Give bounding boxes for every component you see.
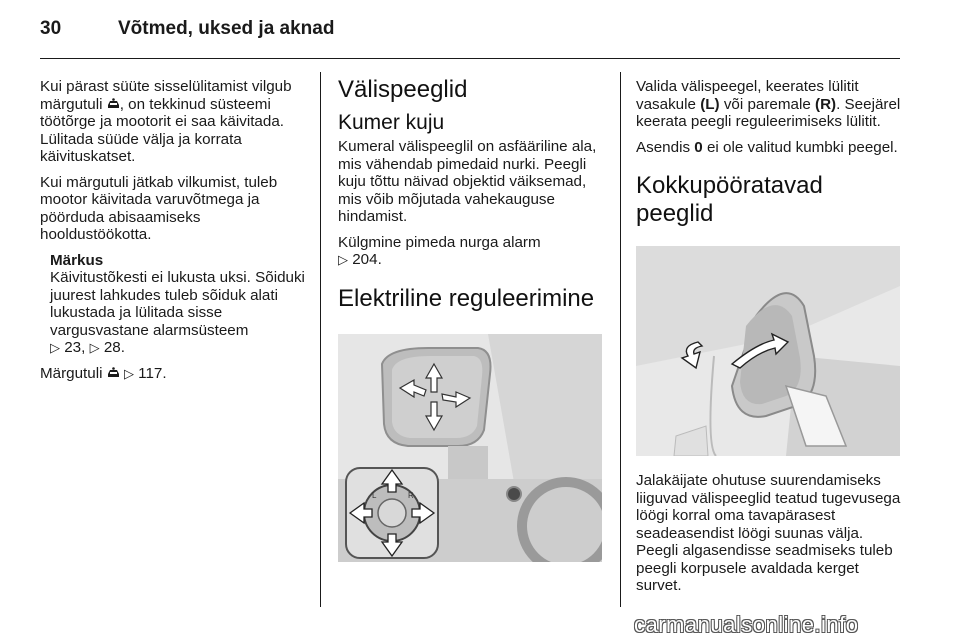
paragraph-blind-spot: Külgmine pimeda nurga alarm ▷ 204. bbox=[338, 233, 541, 268]
switch-label-r: R bbox=[408, 491, 414, 500]
column-divider-1 bbox=[320, 72, 321, 607]
paragraph-indicator-ref: Märgutuli ▷ 117. bbox=[40, 364, 167, 382]
section-title-folding-mirrors: Kokkupööratavad peeglid bbox=[636, 172, 823, 227]
column-2 bbox=[338, 76, 608, 319]
paragraph-position-zero: Asendis 0 ei ole valitud kumbki peegel. bbox=[636, 138, 898, 156]
folding-mirror-illustration bbox=[636, 246, 900, 456]
indicator-ref-link[interactable]: 117. bbox=[138, 364, 167, 382]
paragraph-convex-mirror: Kumeral välispeeglil on asfääriline ala, mis vähendab pimedaid nurki. Peegli kuju tõttu näivad objektid väiksemad, mis võib mõjutada vahekauguse hindamist. bbox=[338, 138, 597, 225]
note-ref-link-2[interactable]: 28. bbox=[103, 339, 125, 356]
cross-ref-arrow-icon: ▷ bbox=[338, 252, 348, 267]
column-3 bbox=[636, 78, 906, 234]
section-title-exterior-mirrors: Välispeeglid bbox=[338, 76, 468, 103]
note-text: Käivitustõkesti ei lukusta uksi. Sõiduki juurest lahkudes tuleb sõiduk alati lukustada ja lülitada sisse vargusvastane alarmsüsteem ▷ 23, ▷ 28. bbox=[50, 269, 305, 356]
mirror-switch-diagram bbox=[338, 334, 602, 562]
column-1 bbox=[40, 78, 310, 390]
column-divider-2 bbox=[620, 72, 621, 607]
blind-spot-ref-link[interactable]: 204. bbox=[352, 251, 382, 268]
cross-ref-arrow-icon: ▷ bbox=[123, 365, 134, 381]
immobiliser-car-key-icon bbox=[107, 367, 120, 379]
cross-ref-arrow-icon: ▷ bbox=[50, 340, 60, 355]
chapter-title: Võtmed, uksed ja aknad bbox=[118, 18, 335, 39]
section-title-electric-adjustment: Elektriline reguleerimine bbox=[338, 284, 595, 312]
paragraph-workshop: Kui märgutuli jätkab vilkumist, tuleb mootor käivitada varuvõtmega ja pöörduda abisaamiseks hooldustöökotta. bbox=[40, 173, 278, 243]
watermark-text: carmanualsonline.info bbox=[634, 612, 859, 637]
note-box bbox=[40, 252, 310, 357]
mirror-adjustment-illustration bbox=[338, 334, 602, 562]
cross-ref-arrow-icon: ▷ bbox=[89, 340, 100, 355]
switch-label-l: L bbox=[372, 491, 377, 500]
page-number: 30 bbox=[40, 18, 62, 39]
note-ref-link-1[interactable]: 23 bbox=[64, 339, 82, 356]
immobiliser-car-key-icon bbox=[107, 98, 120, 110]
note-title: Märkus bbox=[50, 251, 104, 269]
subsection-title-convex-shape: Kumer kuju bbox=[338, 111, 445, 134]
paragraph-select-mirror: Valida välispeegel, keerates lülitit vasakule (L) või paremale (R). Seejärel keerata peegli reguleerimiseks lülitit. bbox=[636, 78, 901, 130]
paragraph-immobiliser-blink: Kui pärast süüte sisselülitamist vilgub märgutuli , on tekkinud süsteemi töötõrge ja mootorit ei saa käivitada. Lülitada süüde välja ja korrata käivituskatset. bbox=[40, 78, 292, 165]
column-3-bottom bbox=[636, 472, 906, 603]
folding-mirror-diagram bbox=[636, 246, 900, 456]
paragraph-folding-description: Jalakäijate ohutuse suurendamiseks liiguvad välispeeglid teatud tugevusega löögi korral oma tavapärasest seadeasendist löögi suunas välja. Peegli algasendisse seadmiseks tuleb peegli korpusele avaldada kerget survet. bbox=[636, 472, 901, 594]
header-divider bbox=[40, 58, 900, 59]
